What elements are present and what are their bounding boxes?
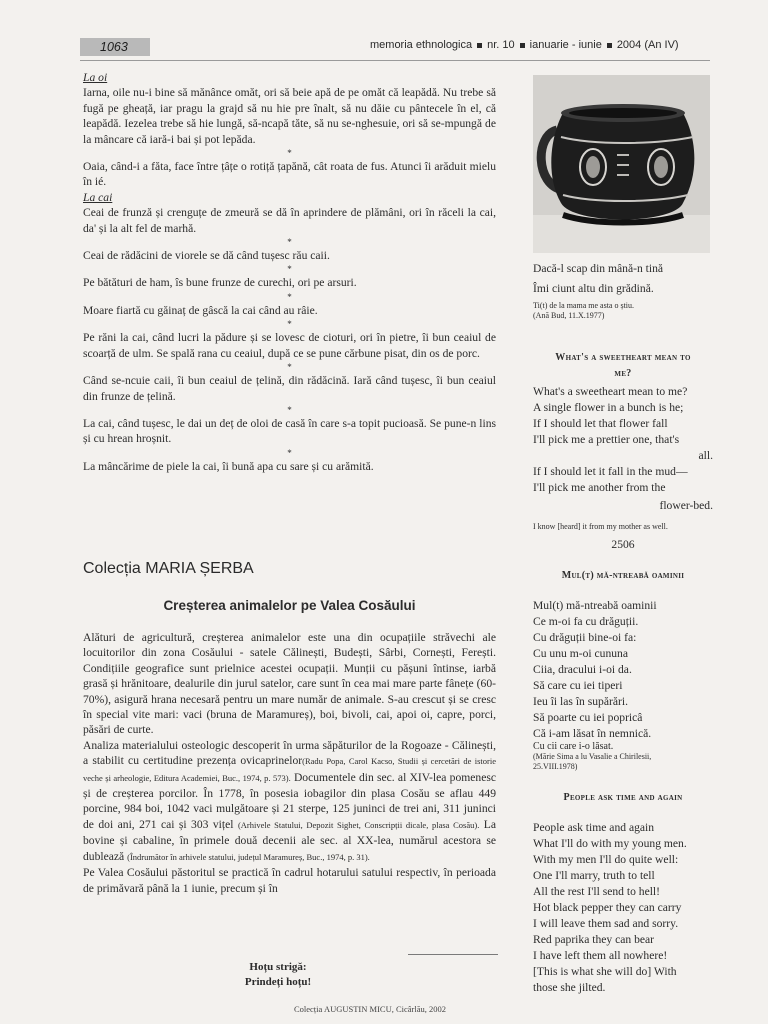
verse-line: Dacă-l scap din mână-n tină <box>533 262 664 275</box>
english-verse-title-cont: me? <box>614 368 632 379</box>
la-oi-heading: La oi <box>83 71 108 84</box>
verse-line: With my men I'll do quite well: <box>533 853 679 866</box>
issue-period: ianuarie - iunie <box>529 39 602 51</box>
article-paragraph-2 <box>83 738 496 865</box>
verse-line: I'll pick me a prettier one, that's <box>533 433 680 446</box>
verse-line: A single flower in a bunch is he; <box>533 401 684 414</box>
cai-paragraph-7: La cai, când tușesc, le dai un deț de oloi de casă în care s-a topit pucioasă. Se pune-n lins și cu hrean hroșnit. <box>83 416 496 446</box>
oaia-text: Oaia, când-i a făta, face între țâțe o rotiță țapănă, cât roata de fus. Atunci îi arăduit mielu în ié. <box>83 160 496 189</box>
cai-paragraph-1: Ceai de frunză și crenguțe de zmeură se dă în aprindere de plămâni, ori în răceli la cai, da' și la alt fel de marhă. <box>83 206 496 235</box>
page-number: 1063 <box>80 38 150 56</box>
verse-source: I know [heard] it from my mother as well. <box>533 522 668 531</box>
romanian-verse-2 <box>533 568 713 772</box>
separator-star: * <box>287 148 292 159</box>
verse-line: [This is what she will do] With <box>533 965 677 978</box>
cai-paragraph-6: Când se-ncuie caii, îi bun ceaiul de țelină, din rădăcină. Iară când tușesc, îi bun ceaiul din frunze de țelină. <box>83 374 496 403</box>
article-paragraph-3: Pe Valea Cosăului păstoritul se practică în cadrul hotarului satului respectiv, în perioada de primăvară până la 1 iunie, precum și în <box>83 866 496 895</box>
article-text: Analiza materialului osteologic descoperit în urma săpăturilor de la Rogoaze - Călinești, a stabilit cu certitudine prezența ovicaprinelor <box>83 738 496 768</box>
separator-star: * <box>287 264 292 275</box>
separator-star: * <box>287 237 292 248</box>
ceramic-jug-image <box>533 75 710 253</box>
verse-line: One I'll marry, truth to tell <box>533 869 655 882</box>
verse-line: I will leave them sad and sorry. <box>533 917 679 930</box>
la-oi-text: Iarna, oile nu-i bine să mănânce omăt, ori să beie apă de pe omăt că leapădă. Nu trebe să fugă pe gheață, iar pragu la grajd să nu hie pre înalt, să nu dăie cu pântecele în el, că leapădă. Iezelea trebe să hie lungă, să-ncapă tăte, să nu se-nghesuie, ori să se-mpungă de la mâncare că iară-i bai și pot lepăda. <box>83 86 496 146</box>
verse-line: Ieu îi las în supărări. <box>533 695 628 708</box>
english-verse-2 <box>533 790 713 996</box>
verse-line: Ciia, dracului i-oi da. <box>533 663 632 676</box>
verse-line: Cu drăguții bine-oi fa: <box>533 631 637 644</box>
cai-paragraph-5: Pe răni la cai, când lucri la pădure și se lovesc de cioturi, ori în pietre, îi bun ceaiul de scoarță de ulm. Se spală rana cu ceaiul, după ce se pune cărbune pisat, din os de porc. <box>83 331 496 360</box>
header-rule <box>80 60 710 61</box>
verse-line: Hot black pepper they can carry <box>533 901 682 914</box>
verse-line: All the rest I'll send to hell! <box>533 885 661 898</box>
running-header <box>370 39 679 51</box>
verse-line: Că i-am lăsat în nemnică. <box>533 727 652 740</box>
verse-line: People ask time and again <box>533 821 655 834</box>
article-text: La bovine și cabaline, în primele două decenii ale sec. al XX-lea, numărul acestora se dublează <box>83 817 496 863</box>
verse-line: all. <box>698 449 713 462</box>
inset-verse <box>83 960 473 990</box>
verse-line: Red paprika they can bear <box>533 933 655 946</box>
article-text: Documentele din sec. al XIV-lea pomenesc și de creșterea porcilor. În 1778, în posesia iobagilor din plasa Cosău se aflau 449 porcine, 984 boi, 1042 vaci mulgătoare și 21 sterpe, 125 juninci de trei ani, 311 juninci de doi ani, 271 cai și 303 vițel <box>83 770 497 831</box>
verse-block-1 <box>533 261 713 321</box>
cai-paragraph-8: La mâncărime de piele la cai, îi bună apa cu sare și cu arămită. <box>83 459 374 473</box>
verse-line: What I'll do with my young men. <box>533 837 687 850</box>
citation: (Radu Popa, Carol Kacso, Studii și cercetări de istorie veche și arheologie, Editura Academiei, Buc., 1974, p. 573). <box>83 756 496 783</box>
separator-star: * <box>287 404 292 415</box>
jug-photo <box>533 75 710 253</box>
english-verse-title: What's a sweetheart mean to <box>555 352 691 363</box>
divider <box>408 954 498 955</box>
citation: (Îndrumător în arhivele statului, județul Maramureș, Buc., 1974, p. 31). <box>127 851 370 862</box>
verse-line: If I should let it fall in the mud— <box>533 465 688 478</box>
left-column-notes <box>83 70 496 474</box>
separator-star: * <box>287 319 292 330</box>
verse-line: those she jilted. <box>533 981 606 994</box>
verse-line: What's a sweetheart mean to me? <box>533 385 688 398</box>
footer-note: Colecția AUGUSTIN MICU, Cicârlău, 2002 <box>293 1004 447 1014</box>
verse-line: I'll pick me another from the <box>533 481 666 494</box>
separator-star: * <box>287 291 292 302</box>
verse-line: Mul(t) mă-ntreabă oaminii <box>533 599 657 612</box>
la-cai-heading: La cai <box>83 190 113 204</box>
collection-heading: Colecția MARIA ȘERBA <box>83 560 254 577</box>
separator-star: * <box>287 362 292 373</box>
verse-line: I have left them all nowhere! <box>533 949 668 962</box>
cai-paragraph-3: Pe bătături de ham, îs bune frunze de curechi, ori pe arsuri. <box>83 276 357 290</box>
inset-verse-line: Hoțu strigă: <box>249 961 307 973</box>
verse-line-small: Cu cii care i-o lăsat. <box>533 741 614 752</box>
cai-paragraph-4: Moare fiartă cu găinaț de gâscă la cai când au râie. <box>83 303 318 317</box>
inset-verse-line: Prindeți hoțu! <box>244 976 312 988</box>
separator-star: * <box>287 447 292 458</box>
cai-paragraph-2: Ceai de rădăcini de viorele se dă când tușesc rău caii. <box>83 249 330 263</box>
issue-number: nr. 10 <box>487 39 515 51</box>
verse-line: flower-bed. <box>659 499 713 512</box>
verse-line: Ce m-oi fa cu drăguții. <box>533 615 639 628</box>
verse-source: Ti(t) de la mama me asta o știu. <box>533 301 635 310</box>
verse-line: Să poarte cu iei popricâ <box>533 711 643 724</box>
journal-name: memoria ethnologica <box>370 39 473 51</box>
article-paragraph-1: Alături de agricultură, creșterea animalelor este una din ocupațiile străvechi ale locuitorilor din zona Cosăului - satele Călinești, Budești, Sârbi, Cornești, Ferești. Condițiile geografice sunt prielnice acestei ocupații. Munții cu pășuni întinse, iarbă grasă și hrănitoare, dealurile din jurul satelor, care sunt în cea mai mare parte fânețe (60-70%), asigură hrana necesară pentru un mare număr de animale. S-au crescut și se cresc în special vite mari: vaci (bruna de Maramureș), boi, bivoli, cai, apoi oi, capre, porci, păsări de curte. <box>83 631 496 737</box>
song-number: 2506 <box>611 538 635 551</box>
verse-line: If I should let that flower fall <box>533 417 668 430</box>
verse-line: Cu unu m-oi cununa <box>533 647 628 660</box>
citation: (Arhivele Statului, Depozit Sighet, Conscripții dicale, plasa Cosău). <box>237 819 480 830</box>
verse-line: Îmi ciunt altu din grădină. <box>533 282 654 295</box>
verse-source: (Mărie Sima a lu Vasalie a Chirilesii, 25.VIII.1978) <box>533 752 652 771</box>
english-verse-title: People ask time and again <box>563 792 683 803</box>
verse-line: Să care cu iei tiperi <box>533 679 623 692</box>
verse-source: (Ană Bud, 11.X.1977) <box>533 311 605 320</box>
english-verse-1 <box>533 350 713 532</box>
article-title: Creșterea animalelor pe Valea Cosăului <box>163 598 416 613</box>
issue-year: 2004 (An IV) <box>616 39 679 51</box>
romanian-verse-title: Mul(t) mă-ntreabă oaminii <box>561 570 685 581</box>
article-body <box>83 630 496 896</box>
